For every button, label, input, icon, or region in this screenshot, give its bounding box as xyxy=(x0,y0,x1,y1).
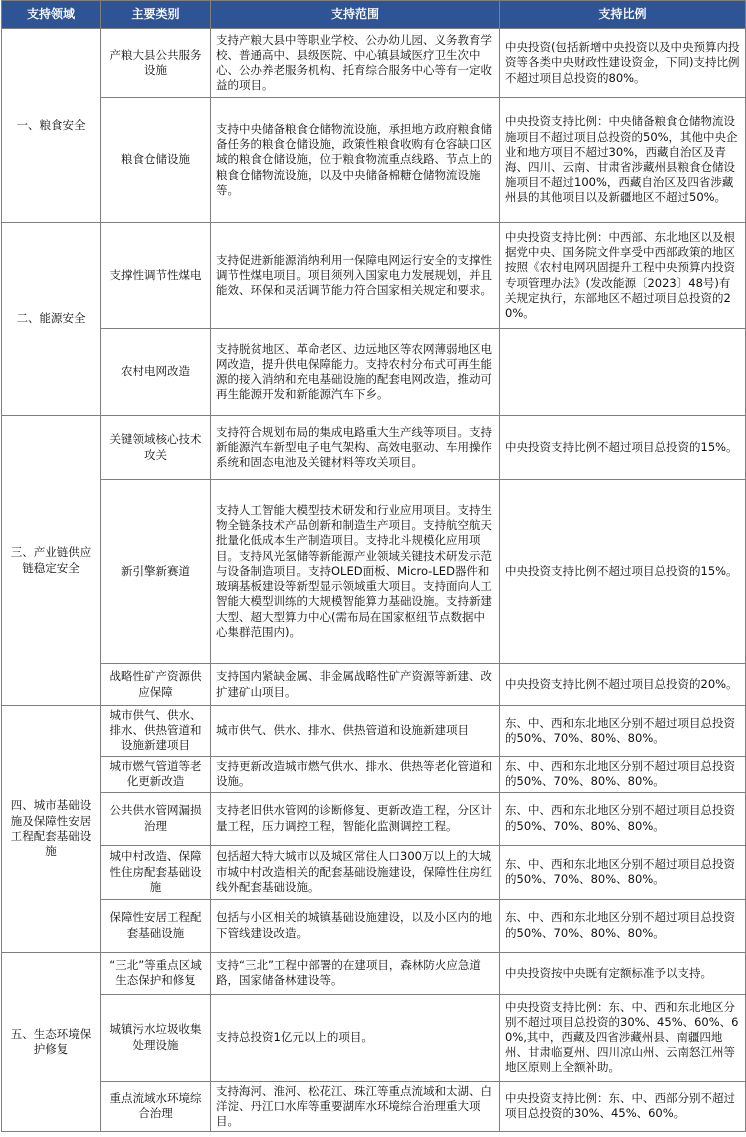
category-cell: “三北”等重点区域生态保护和修复 xyxy=(101,952,211,994)
category-cell: 战略性矿产资源供应保障 xyxy=(101,664,211,706)
domain-cell: 二、能源安全 xyxy=(2,223,101,416)
category-cell: 支撑性调节性煤电 xyxy=(101,223,211,329)
ratio-cell: 中央投资支持比例不超过项目总投资的15%。 xyxy=(500,480,746,664)
ratio-cell: 中央投资支持比例不超过项目总投资的15%。 xyxy=(500,416,746,480)
domain-cell: 四、城市基础设施及保障性安居工程配套基础设施 xyxy=(2,706,101,953)
category-cell: 产粮大县公共服务设施 xyxy=(101,29,211,98)
category-cell: 农村电网改造 xyxy=(101,329,211,416)
ratio-cell: 东、中、西和东北地区分别不超过项目总投资的50%、70%、80%、80%。 xyxy=(500,792,746,845)
table-row xyxy=(2,899,746,952)
table-row xyxy=(2,416,746,480)
category-cell: 重点流域水环境综合治理 xyxy=(101,1081,211,1132)
ratio-cell: 东、中、西和东北地区分别不超过项目总投资的50%、70%、80%、80%。 xyxy=(500,899,746,952)
ratio-cell: 中央投资支持比例：东、中、西和东北地区分别不超过项目总投资的30%、45%、60%、60%,其中，西藏及四省涉藏州县、南疆四地州、甘肃临夏州、四川凉山州、云南怒江州等地区原则上全额补助。 xyxy=(500,994,746,1081)
table-row xyxy=(2,29,746,98)
ratio-cell: 中央投资支持比例不超过项目总投资的20%。 xyxy=(500,664,746,706)
scope-cell: 支持国内紧缺金属、非金属战略性矿产资源等新建、改扩建矿山项目。 xyxy=(211,664,500,706)
support-policy-table xyxy=(1,0,746,1132)
ratio-cell: 中央投资(包括新增中央投资以及中央预算内投资等各类中央财政性建设资金，下同)支持比例不超过项目总投资的80%。 xyxy=(500,29,746,98)
category-cell: 城市燃气管道等老化更新改造 xyxy=(101,756,211,792)
domain-cell: 三、产业链供应链稳定安全 xyxy=(2,416,101,706)
scope-cell: 支持总投资1亿元以上的项目。 xyxy=(211,994,500,1081)
category-cell: 新引擎新赛道 xyxy=(101,480,211,664)
category-cell: 关键领域核心技术攻关 xyxy=(101,416,211,480)
table-row xyxy=(2,1081,746,1132)
table-row xyxy=(2,792,746,845)
ratio-cell: 东、中、西和东北地区分别不超过项目总投资的50%、70%、80%、80%。 xyxy=(500,845,746,899)
ratio-cell xyxy=(500,329,746,416)
ratio-cell: 中央投资支持比例：东、中、西部分别不超过项目总投资的30%、45%、60%。 xyxy=(500,1081,746,1132)
category-cell: 城镇污水垃圾收集处理设施 xyxy=(101,994,211,1081)
table-row xyxy=(2,480,746,664)
table-row xyxy=(2,223,746,329)
category-cell: 保障性安居工程配套基础设施 xyxy=(101,899,211,952)
category-cell: 公共供水管网漏损治理 xyxy=(101,792,211,845)
ratio-cell: 中央投资支持比例：中西部、东北地区以及根据党中央、国务院文件享受中西部政策的地区按照《农村电网巩固提升工程中央预算内投资专项管理办法》(发改能源〔2023〕48号)有关规定执行，东部地区不超过项目总投资的20%。 xyxy=(500,223,746,329)
scope-cell: 支持海河、淮河、松花江、珠江等重点流域和太湖、白洋淀、丹江口水库等重要湖库水环境综合治理重大项目。 xyxy=(211,1081,500,1132)
header-ratio: 支持比例 xyxy=(500,1,746,29)
scope-cell: 支持符合规划布局的集成电路重大生产线等项目。支持新能源汽车新型电子电气架构、高效电驱动、车用操作系统和固态电池及关键材料等攻关项目。 xyxy=(211,416,500,480)
header-scope: 支持范围 xyxy=(211,1,500,29)
table-row xyxy=(2,994,746,1081)
scope-cell: 支持中央储备粮食仓储物流设施，承担地方政府粮食储备任务的粮食仓储设施，政策性粮食收购有仓容缺口区域的粮食仓储设施，位于粮食物流重点线路、节点上的粮食仓储物流设施，以及中央储备棉糖仓储物流设施等。 xyxy=(211,98,500,223)
scope-cell: 支持脱贫地区、革命老区、边远地区等农网薄弱地区电网改造，提升供电保障能力。支持农村分布式可再生能源的接入消纳和充电基础设施的配套电网改造，推动可再生能源开发和新能源汽车下乡。 xyxy=(211,329,500,416)
table-row xyxy=(2,329,746,416)
table-row xyxy=(2,98,746,223)
domain-cell: 五、生态环境保护修复 xyxy=(2,952,101,1132)
table-row xyxy=(2,845,746,899)
scope-cell: 包括超大特大城市以及城区常住人口300万以上的大城市城中村改造相关的配套基础设施建设，保障性住房红线外配套基础设施。 xyxy=(211,845,500,899)
scope-cell: 包括与小区相关的城镇基础设施建设，以及小区内的地下管线建设改造。 xyxy=(211,899,500,952)
table-row xyxy=(2,706,746,757)
ratio-cell: 东、中、西和东北地区分别不超过项目总投资的50%、70%、80%、80%。 xyxy=(500,756,746,792)
table-row xyxy=(2,664,746,706)
ratio-cell: 东、中、西和东北地区分别不超过项目总投资的50%、70%、80%、80%。 xyxy=(500,706,746,757)
header-domain: 支持领域 xyxy=(2,1,101,29)
header-category: 主要类别 xyxy=(101,1,211,29)
ratio-cell: 中央投资支持比例：中央储备粮食仓储物流设施项目不超过项目总投资的50%，其他中央企业和地方项目不超过30%，西藏自治区及青海、四川、云南、甘肃省涉藏州县粮食仓储设施项目不超过100%，西藏自治区及四省涉藏州县的其他项目以及新疆地区不超过50%。 xyxy=(500,98,746,223)
category-cell: 城市供气、供水、排水、供热管道和设施新建项目 xyxy=(101,706,211,757)
header-row xyxy=(2,1,746,29)
category-cell: 城中村改造、保障性住房配套基础设施 xyxy=(101,845,211,899)
table-row xyxy=(2,952,746,994)
table-row xyxy=(2,756,746,792)
domain-cell: 一、粮食安全 xyxy=(2,29,101,223)
scope-cell: 支持产粮大县中等职业学校、公办幼儿园、义务教育学校、普通高中、县级医院、中心镇县域医疗卫生次中心、公办养老服务机构、托育综合服务中心等有一定收益的项目。 xyxy=(211,29,500,98)
scope-cell: 支持老旧供水管网的诊断修复、更新改造工程，分区计量工程，压力调控工程，智能化监测调控工程。 xyxy=(211,792,500,845)
scope-cell: 城市供气、供水、排水、供热管道和设施新建项目 xyxy=(211,706,500,757)
scope-cell: 支持更新改造城市燃气供水、排水、供热等老化管道和设施。 xyxy=(211,756,500,792)
ratio-cell: 中央投资按中央既有定额标准予以支持。 xyxy=(500,952,746,994)
scope-cell: 支持“三北”工程中部署的在建项目，森林防火应急道路，国家储备林建设等。 xyxy=(211,952,500,994)
category-cell: 粮食仓储设施 xyxy=(101,98,211,223)
scope-cell: 支持人工智能大模型技术研发和行业应用项目。支持生物全链条技术产品创新和制造生产项目。支持航空航天批量化低成本生产制造项目。支持北斗规模化应用项目。支持风光氢储等新能源产业领域关键技术研发示范与设备制造项目。支持OLED面板、Micro-LED器件和玻璃基板建设等新型显示领域重大项目。支持面向人工智能大模型训练的大规模智能算力基础设施。支持新建大型、超大型算力中心(需布局在国家枢纽节点数据中心集群范围内)。 xyxy=(211,480,500,664)
scope-cell: 支持促进新能源消纳利用一保障电网运行安全的支撑性调节性煤电项目。项目须列入国家电力发展规划，并且能效、环保和灵活调节能力符合国家相关规定和要求。 xyxy=(211,223,500,329)
